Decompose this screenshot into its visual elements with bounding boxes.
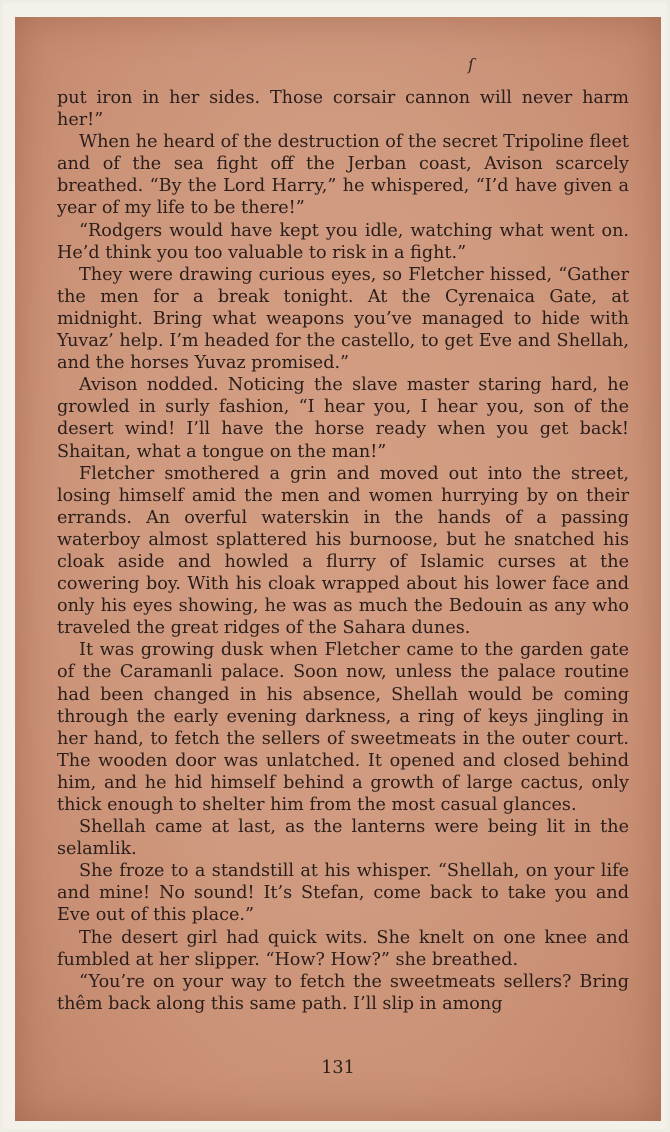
corner-mark: ſ (468, 55, 474, 74)
paragraph: She froze to a standstill at his whisper. “Shellah, on your life and mine! No sound! It’s Stefan, come back to take you and Eve out of this place.” (57, 861, 629, 926)
paragraph: “Rodgers would have kept you idle, watching what went on. He’d think you too valuable to risk in a fight.” (57, 220, 629, 263)
paragraph: put iron in her sides. Those corsair cannon will never harm her!” (57, 88, 629, 131)
paragraph: When he heard of the destruction of the secret Tripoline fleet and of the sea fight off the Jerban coast, Avison scarcely breathed. “By the Lord Harry,” he whispered, “I’d have given a year of my life to be there!” (57, 132, 629, 219)
paragraph: They were drawing curious eyes, so Fletcher hissed, “Gather the men for a break tonight. At the Cyrenaica Gate, at midnight. Bring what weapons you’ve managed to hide with Yuvaz’ help. I’m headed for the castello, to get Eve and Shellah, and the horses Yuvaz promised.” (57, 264, 629, 374)
paragraph: Shellah came at last, as the lanterns were being lit in the selamlik. (57, 817, 629, 860)
paragraph: It was growing dusk when Fletcher came to the garden gate of the Caramanli palace. Soon now, unless the palace routine had been changed in his absence, Shellah would be coming through the early evening darkness, a ring of keys jingling in her hand, to fetch the sellers of sweetmeats in the outer court. The wooden door was unlatched. It opened and closed behind him, and he hid himself behind a growth of large cactus, only thick enough to shelter him from the most casual glances. (57, 640, 629, 815)
paragraph: Avison nodded. Noticing the slave master staring hard, he growled in surly fashion, “I hear you, I hear you, son of the desert wind! I’ll have the horse ready when you get back! Shaitan, what a tongue on the man!” (57, 375, 629, 462)
paragraph: “You’re on your way to fetch the sweetmeats sellers? Bring thêm back along this same path. I’ll slip in among (57, 971, 629, 1014)
paragraph: The desert girl had quick wits. She knelt on one knee and fumbled at her slipper. “How? How?” she breathed. (57, 927, 629, 970)
page-body (57, 87, 629, 1015)
paragraph: Fletcher smothered a grin and moved out into the street, losing himself amid the men and women hurrying by on their errands. An overful waterskin in the hands of a passing waterboy almost splattered his burnoose, but he snatched his cloak aside and howled a flurry of Islamic curses at the cowering boy. With his cloak wrapped about his lower face and only his eyes showing, he was as much the Bedouin as any who traveled the great ridges of the Sahara dunes. (57, 463, 629, 639)
page-number: 131 (321, 1058, 355, 1078)
